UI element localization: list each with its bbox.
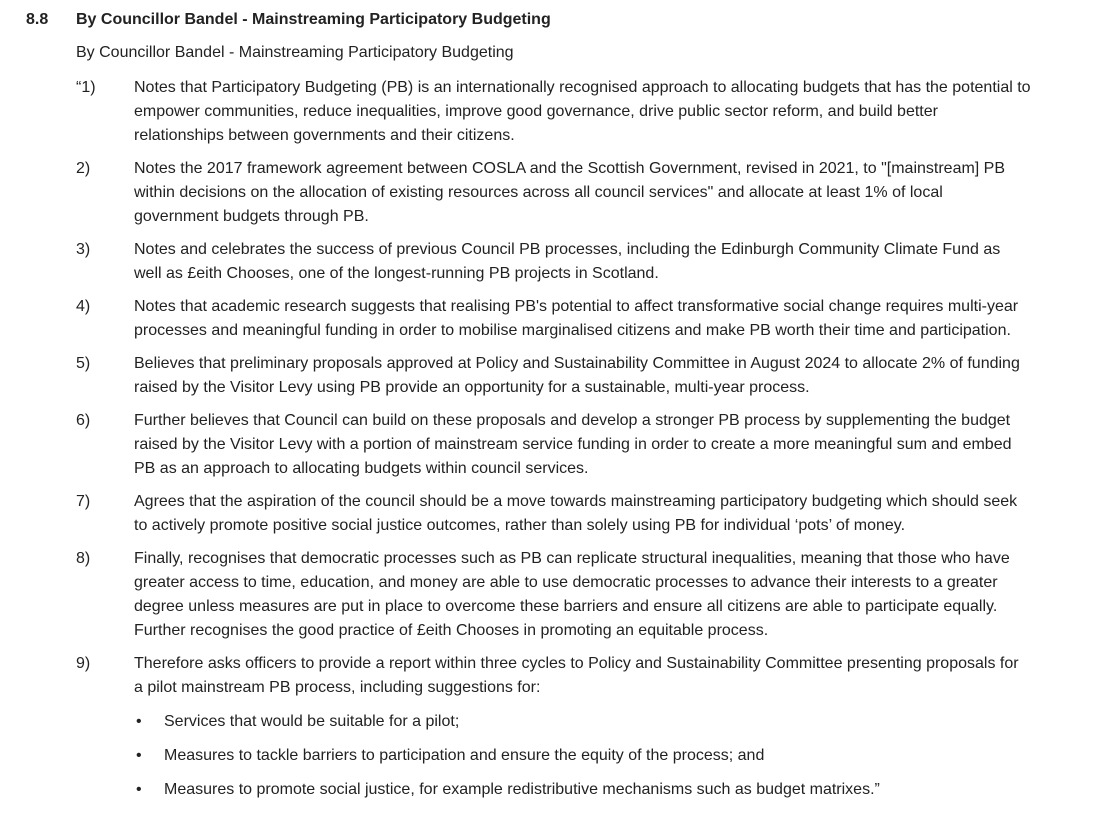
- item-number: “1): [76, 79, 96, 96]
- bullet-text: Measures to tackle barriers to participation and ensure the equity of the process; and: [164, 747, 765, 764]
- bullet-dot-icon: •: [136, 747, 142, 764]
- item-text: Notes that academic research suggests that realising PB's potential to affect transformative social change requires multi-year processes and meaningful funding in order to mobilise marginalised citizens and make PB worth their time and participation.: [134, 298, 1019, 339]
- item-text: Believes that preliminary proposals approved at Policy and Sustainability Committee in August 2024 to allocate 2% of funding raised by the Visitor Levy using PB provide an opportunity for a sustainable, multi-year process.: [134, 355, 1020, 396]
- item-number: 6): [76, 412, 91, 429]
- bullet-dot-icon: •: [136, 781, 142, 798]
- item-text: Notes the 2017 framework agreement between COSLA and the Scottish Government, revised in 2021, to "[mainstream] PB within decisions on the allocation of existing resources across all council services" and allocate at least 1% of local government budgets through PB.: [134, 160, 1006, 225]
- item-text: Notes and celebrates the success of previous Council PB processes, including the Edinburgh Community Climate Fund as well as £eith Chooses, one of the longest-running PB projects in Scotland.: [134, 241, 1001, 282]
- item-number: 5): [76, 355, 91, 372]
- motion-item-6: [76, 409, 1031, 481]
- item-number: 7): [76, 493, 91, 510]
- motion-subtitle: By Councillor Bandel - Mainstreaming Participatory Budgeting: [76, 44, 514, 61]
- motion-item-8: [76, 547, 1031, 643]
- motion-items-list: [76, 76, 1031, 812]
- bullet-item: [134, 710, 1031, 734]
- item-number: 3): [76, 241, 91, 258]
- item-number: 2): [76, 160, 91, 177]
- item-text: Finally, recognises that democratic processes such as PB can replicate structural inequalities, meaning that those who have greater access to time, education, and money are able to use democratic processes to advance their interests to a greater degree unless measures are put in place to overcome these barriers and ensure all citizens are able to participate equally. Further recognises the good practice of £eith Chooses in promoting an equitable process.: [134, 550, 1010, 639]
- item-text: Notes that Participatory Budgeting (PB) is an internationally recognised approach to allocating budgets that has the potential to empower communities, reduce inequalities, improve good governance, drive public sector reform, and build better relationships between governments and their citizens.: [134, 79, 1031, 144]
- item-text: Therefore asks officers to provide a report within three cycles to Policy and Sustainability Committee presenting proposals for a pilot mainstream PB process, including suggestions for:: [134, 655, 1019, 696]
- motion-item-5: [76, 352, 1031, 400]
- motion-number: 8.8: [26, 11, 49, 28]
- bullet-text: Measures to promote social justice, for example redistributive mechanisms such as budget matrixes.”: [164, 781, 880, 798]
- motion-item-1: [76, 76, 1031, 148]
- motion-item-3: [76, 238, 1031, 286]
- item-number: 4): [76, 298, 91, 315]
- motion-title: By Councillor Bandel - Mainstreaming Participatory Budgeting: [76, 11, 551, 28]
- item-number: 9): [76, 655, 91, 672]
- motion-item-7: [76, 490, 1031, 538]
- bullet-text: Services that would be suitable for a pilot;: [164, 713, 460, 730]
- motion-item-2: [76, 157, 1031, 229]
- motion-item-9: [76, 652, 1031, 802]
- item-text: Agrees that the aspiration of the council should be a move towards mainstreaming participatory budgeting which should seek to actively promote positive social justice outcomes, rather than solely using PB for individual ‘pots’ of money.: [134, 493, 1018, 534]
- bullet-item: [134, 744, 1031, 768]
- item-text: Further believes that Council can build on these proposals and develop a stronger PB process by supplementing the budget raised by the Visitor Levy with a portion of mainstream service funding in order to create a more meaningful sum and embed PB as an approach to allocating budgets within council services.: [134, 412, 1012, 477]
- motion-heading: [26, 10, 551, 30]
- bullet-dot-icon: •: [136, 713, 142, 730]
- bullet-item: [134, 778, 1031, 802]
- motion-item-4: [76, 295, 1031, 343]
- item-number: 8): [76, 550, 91, 567]
- suggestions-bullet-list: [134, 710, 1031, 802]
